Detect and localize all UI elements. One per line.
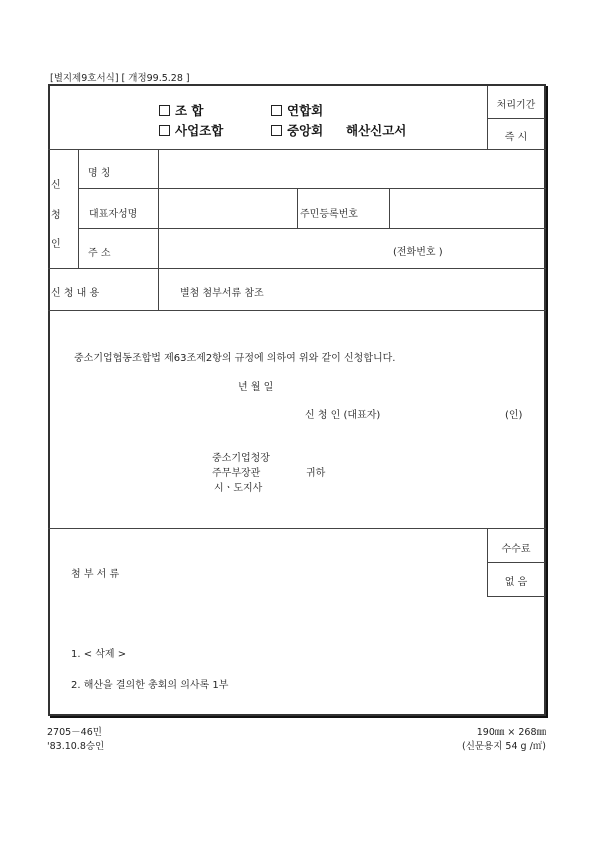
footer-paper: (신문용지 54 g /㎡)	[462, 741, 546, 752]
divider	[78, 149, 79, 268]
attachment-item: 1. < 삭제 >	[71, 649, 127, 660]
date-line: 년 월 일	[238, 382, 274, 393]
option-business-union[interactable]: 사업조합	[159, 121, 223, 139]
divider	[78, 228, 546, 229]
content-label: 신 청 내 용	[51, 288, 100, 299]
signer-label: 신 청 인 (대표자)	[305, 410, 381, 421]
divider	[297, 188, 298, 228]
checkbox-icon[interactable]	[271, 125, 282, 136]
option-federation[interactable]: 연합회	[271, 101, 323, 119]
attachment-item: 2. 해산을 결의한 총회의 의사록 1부	[71, 680, 229, 691]
applicant-label: 인	[51, 239, 61, 250]
applicant-label: 청	[51, 210, 61, 221]
form-frame	[48, 84, 546, 716]
address-label: 주 소	[88, 248, 111, 259]
rrn-label: 주민등록번호	[300, 209, 358, 220]
divider	[48, 268, 546, 269]
divider	[487, 596, 545, 597]
content-value: 별첨 첨부서류 참조	[180, 288, 264, 299]
phone-field: (전화번호 )	[393, 247, 443, 258]
option-union[interactable]: 조 합	[159, 101, 204, 119]
divider	[48, 149, 546, 150]
fee-label: 수수료	[501, 544, 531, 555]
divider	[48, 528, 546, 529]
seal-mark: (인)	[505, 410, 523, 421]
divider	[158, 268, 159, 310]
recipient-sme: 중소기업청장	[212, 453, 270, 464]
representative-label: 대표자성명	[89, 209, 138, 220]
divider	[487, 562, 545, 563]
fee-value: 없 음	[504, 577, 528, 588]
name-label: 명 칭	[88, 168, 111, 179]
form-code: [별지제9호서식] [ 개정99.5.28 ]	[50, 73, 190, 84]
checkbox-icon[interactable]	[271, 105, 282, 116]
divider	[389, 188, 390, 228]
doc-title: 해산신고서	[346, 123, 407, 138]
checkbox-icon[interactable]	[159, 105, 170, 116]
footer-size: 190㎜ × 268㎜	[476, 727, 546, 738]
divider	[48, 310, 546, 311]
option-central[interactable]: 중앙회	[271, 121, 323, 139]
processing-value: 즉 시	[504, 132, 528, 143]
divider	[487, 118, 545, 119]
applicant-label: 신	[51, 180, 61, 191]
attachments-label: 첨 부 서 류	[71, 569, 120, 580]
recipient-governor: 시ㆍ도지사	[214, 483, 263, 494]
checkbox-icon[interactable]	[159, 125, 170, 136]
divider	[78, 188, 546, 189]
footer-approval: '83.10.8승인	[47, 741, 105, 752]
footer-code: 2705－46민	[47, 727, 102, 738]
statement: 중소기업협동조합법 제63조제2항의 규정에 의하여 위와 같이 신청합니다.	[74, 353, 396, 364]
divider	[158, 149, 159, 268]
recipient-minister: 주무부장관	[212, 468, 261, 479]
processing-label: 처리기간	[496, 100, 536, 111]
recipient-suffix: 귀하	[306, 468, 326, 479]
